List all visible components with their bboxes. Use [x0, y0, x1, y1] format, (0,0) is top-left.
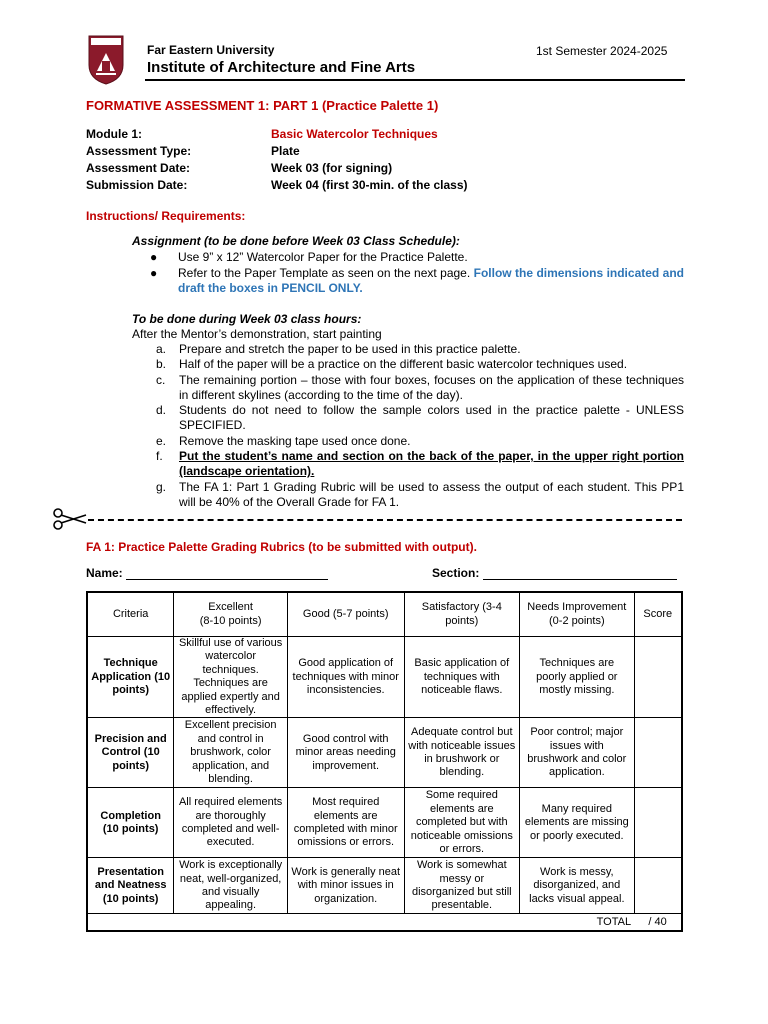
step-text: Prepare and stretch the paper to be used in this practice palette.: [179, 342, 521, 356]
column-header: Good (5-7 points): [287, 592, 404, 637]
excellent-cell: All required elements are thoroughly completed and well-executed.: [174, 788, 288, 858]
bullet-icon: ●: [150, 250, 158, 264]
column-header: Excellent (8-10 points): [174, 592, 288, 637]
rubric-table: [86, 591, 683, 932]
rubric-title: FA 1: Practice Palette Grading Rubrics (to be submitted with output).: [86, 540, 477, 554]
excellent-cell: Work is exceptionally neat, well-organized, and visually appealing.: [174, 858, 288, 914]
header-rule: [145, 79, 685, 81]
bullet-text: Use 9” x 12” Watercolor Paper for the Practice Palette.: [178, 250, 468, 264]
step-text: The remaining portion – those with four boxes, focuses on the application of these techniques in different skylines (according to the time of the day).: [179, 372, 684, 402]
table-header-row: [87, 592, 682, 637]
good-cell: Good application of techniques with minor inconsistencies.: [287, 637, 404, 718]
needs-improvement-cell: Work is messy, disorganized, and lacks visual appeal.: [520, 858, 635, 914]
step-letter: a.: [156, 342, 167, 356]
satisfactory-cell: Work is somewhat messy or disorganized but still presentable.: [404, 858, 520, 914]
step-letter: g.: [156, 479, 167, 494]
bullet-icon: ●: [150, 265, 158, 280]
step-text: Students do not need to follow the sample colors used in the practice palette - UNLESS SPECIFIED.: [179, 403, 684, 433]
university-name: Far Eastern University: [147, 43, 275, 57]
page-title: FORMATIVE ASSESSMENT 1: PART 1 (Practice Palette 1): [86, 98, 439, 113]
list-item: [150, 449, 684, 480]
criteria-cell: Presentation and Neatness (10 points): [87, 858, 174, 914]
list-item: [150, 373, 684, 404]
meta-key: Submission Date:: [86, 178, 188, 192]
section-field[interactable]: [432, 566, 677, 580]
meta-value: Week 03 (for signing): [271, 161, 393, 175]
step-letter: f.: [156, 449, 163, 464]
semester-label: 1st Semester 2024-2025: [536, 44, 668, 58]
meta-key: Assessment Type:: [86, 144, 192, 158]
step-text: Half of the paper will be a practice on the different basic watercolor techniques used.: [179, 357, 628, 372]
list-item: [150, 480, 684, 511]
step-text: Remove the masking tape used once done.: [179, 433, 411, 448]
steps-list: [150, 342, 684, 510]
satisfactory-cell: Basic application of techniques with noticeable flaws.: [404, 637, 520, 718]
assignment-title: Assignment (to be done before Week 03 Class Schedule):: [132, 234, 460, 248]
assignment-bullets: [150, 250, 684, 297]
institute-name: Institute of Architecture and Fine Arts: [147, 59, 416, 76]
table-row: [87, 858, 682, 914]
criteria-cell: Precision and Control (10 points): [87, 718, 174, 788]
bullet-text-plain: Refer to the Paper Template as seen on the next page.: [178, 265, 474, 280]
step-letter: d.: [156, 403, 167, 418]
scissors-icon: [52, 508, 88, 530]
total-label: TOTAL: [596, 915, 632, 928]
step-letter: b.: [156, 357, 167, 372]
excellent-cell: Excellent precision and control in brushwork, color application, and blending.: [174, 718, 288, 788]
during-title: To be done during Week 03 class hours:: [132, 312, 362, 326]
meta-row-submission: [86, 177, 468, 194]
good-cell: Good control with minor areas needing improvement.: [287, 718, 404, 788]
column-header: Score: [634, 592, 682, 637]
column-header: Satisfactory (3-4 points): [404, 592, 520, 637]
score-cell[interactable]: [634, 788, 682, 858]
needs-improvement-cell: Techniques are poorly applied or mostly missing.: [520, 637, 635, 718]
bullet-text: [178, 266, 684, 297]
list-item: [150, 342, 684, 357]
assessment-meta: [86, 126, 468, 194]
meta-value: Plate: [271, 144, 300, 158]
needs-improvement-cell: Poor control; major issues with brushwork and color application.: [520, 718, 635, 788]
list-item: [150, 250, 684, 266]
meta-row-date: [86, 160, 468, 177]
score-cell[interactable]: [634, 718, 682, 788]
meta-row-type: [86, 143, 468, 160]
cut-line: [88, 519, 682, 521]
meta-key: Assessment Date:: [86, 161, 191, 175]
meta-key: Module 1:: [86, 127, 142, 141]
name-blank[interactable]: [126, 567, 328, 580]
bullet-text-emphasis: Follow the dimensions indicated and draft the boxes in PENCIL ONLY.: [178, 265, 684, 295]
good-cell: Work is generally neat with minor issues in organization.: [287, 858, 404, 914]
list-item: [150, 266, 684, 297]
name-label: Name:: [86, 566, 123, 580]
total-row: [87, 914, 682, 932]
step-letter: e.: [156, 433, 167, 448]
meta-row-module: [86, 126, 468, 143]
step-letter: c.: [156, 372, 166, 387]
instructions-heading: Instructions/ Requirements:: [86, 209, 246, 223]
section-label: Section:: [432, 566, 480, 580]
table-row: [87, 788, 682, 858]
meta-value: Week 04 (first 30-min. of the class): [271, 178, 468, 192]
during-intro: After the Mentor’s demonstration, start painting: [132, 327, 382, 341]
satisfactory-cell: Adequate control but with noticeable issues in brushwork or blending.: [404, 718, 520, 788]
list-item: [150, 403, 684, 434]
total-value: / 40: [648, 915, 667, 928]
criteria-cell: Technique Application (10 points): [87, 637, 174, 718]
list-item: [150, 357, 684, 372]
good-cell: Most required elements are completed with minor omissions or errors.: [287, 788, 404, 858]
meta-value: Basic Watercolor Techniques: [271, 127, 438, 141]
step-text: Put the student’s name and section on the back of the paper, in the upper right portion (landscape orientation).: [179, 449, 684, 479]
column-header: Criteria: [87, 592, 174, 637]
score-cell[interactable]: [634, 858, 682, 914]
table-row: [87, 637, 682, 718]
table-row: [87, 718, 682, 788]
list-item: [150, 434, 684, 449]
score-cell[interactable]: [634, 637, 682, 718]
excellent-cell: Skillful use of various watercolor techniques. Techniques are applied expertly and effectively.: [174, 637, 288, 718]
name-field[interactable]: [86, 566, 328, 580]
feu-seal-icon: [88, 35, 124, 85]
criteria-cell: Completion (10 points): [87, 788, 174, 858]
satisfactory-cell: Some required elements are completed but with noticeable omissions or errors.: [404, 788, 520, 858]
step-text: The FA 1: Part 1 Grading Rubric will be used to assess the output of each student. This PP1 will be 40% of the Overall Grade for FA 1.: [179, 479, 684, 509]
column-header: Needs Improvement (0-2 points): [520, 592, 635, 637]
section-blank[interactable]: [483, 567, 677, 580]
needs-improvement-cell: Many required elements are missing or poorly executed.: [520, 788, 635, 858]
